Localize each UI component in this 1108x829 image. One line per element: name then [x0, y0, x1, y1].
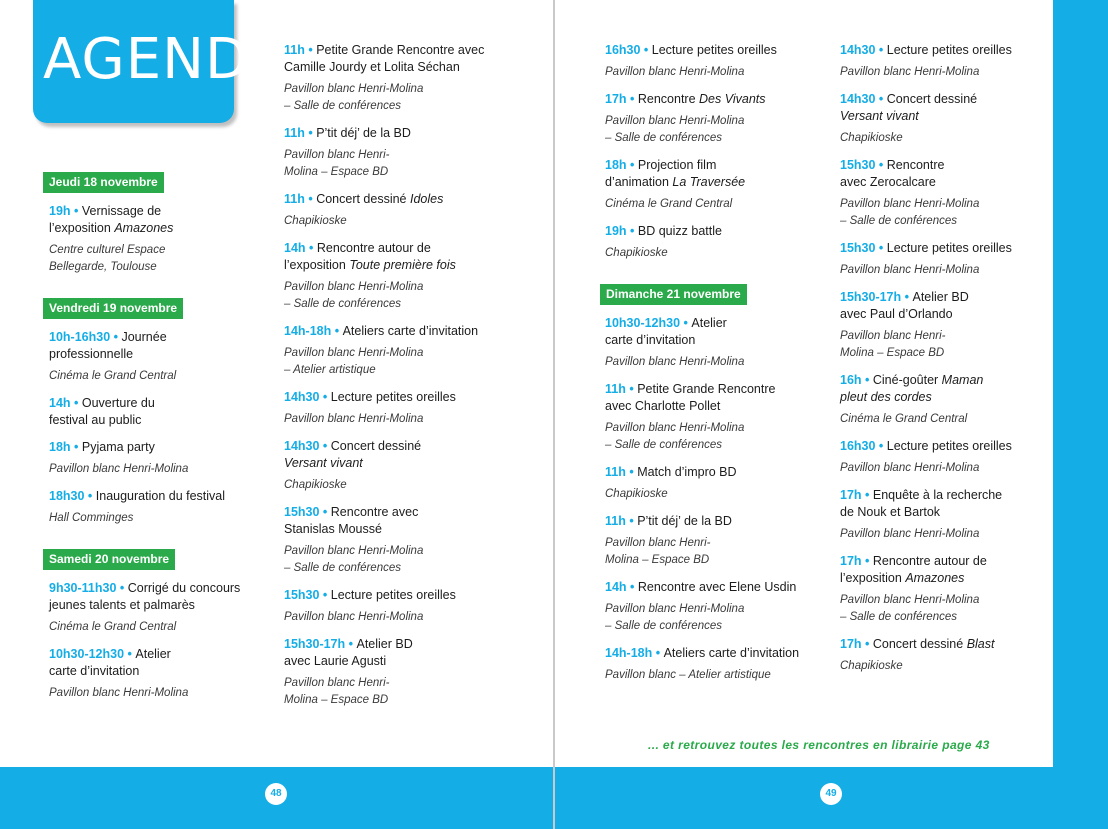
event-title-text: Atelier BD avec Paul d’Orlando — [840, 290, 969, 321]
event-location: Pavillon blanc Henri-Molina – Salle de conférences — [284, 281, 424, 310]
event-time: 19h — [49, 204, 71, 218]
day-spacer — [600, 272, 825, 284]
event-location: Pavillon blanc Henri- Molina – Espace BD — [284, 149, 390, 178]
event-title-text: Ateliers carte d’invitation — [663, 646, 800, 660]
event-title-text: Atelier carte d’invitation — [605, 316, 727, 347]
event-location: Chapikioske — [284, 479, 347, 491]
agenda-event — [49, 203, 253, 276]
event-time: 15h30 — [840, 241, 876, 255]
event-time: 15h30 — [284, 505, 320, 519]
bullet-icon: • — [625, 465, 638, 479]
event-title-text: Inauguration du festival — [95, 489, 226, 503]
event-location: Chapikioske — [605, 488, 668, 500]
agenda-event — [284, 240, 524, 313]
bullet-icon: • — [331, 324, 343, 338]
event-location: Pavillon blanc Henri-Molina — [49, 687, 189, 699]
event-time: 14h-18h — [284, 324, 332, 338]
event-title-text: Petite Grande Rencontre avec Charlotte Pollet — [605, 382, 776, 413]
agenda-event — [284, 587, 524, 626]
agenda-event — [284, 636, 524, 709]
day-header: Vendredi 19 novembre — [43, 298, 183, 319]
event-title — [840, 289, 1040, 323]
event-title-text: Rencontre avec Zerocalcare — [840, 158, 945, 189]
day-header-row — [43, 298, 253, 329]
event-location: Chapikioske — [284, 215, 347, 227]
event-title — [284, 191, 524, 208]
event-time: 11h — [605, 514, 626, 528]
bullet-icon: • — [84, 489, 96, 503]
event-title-text: Lecture petites oreilles — [886, 43, 1012, 57]
bullet-icon: • — [626, 92, 638, 106]
event-title-text: Petite Grande Rencontre avec Camille Jourdy et Lolita Séchan — [284, 43, 485, 74]
event-title-text: Atelier carte d’invitation — [49, 647, 171, 678]
event-location: Chapikioske — [605, 247, 668, 259]
event-title — [49, 646, 253, 680]
event-title-text: Lecture petites oreilles — [886, 439, 1012, 453]
bullet-icon: • — [861, 488, 873, 502]
event-title — [840, 372, 1040, 406]
footer-note: ... et retrouvez toutes les rencontres en librairie page 43 — [648, 738, 990, 752]
event-title — [284, 125, 524, 142]
event-location: Pavillon blanc Henri-Molina — [840, 462, 980, 474]
page-number-left: 48 — [265, 783, 287, 805]
event-title — [49, 580, 253, 614]
event-time: 17h — [605, 92, 627, 106]
event-time: 18h — [49, 440, 71, 454]
event-title-text: Corrigé du concours jeunes talents et palmarès — [49, 581, 241, 612]
event-time: 11h — [284, 126, 305, 140]
event-location: Pavillon blanc Henri-Molina – Salle de conférences — [605, 115, 745, 144]
event-location: Pavillon blanc Henri-Molina — [284, 611, 424, 623]
bullet-icon: • — [124, 647, 136, 661]
event-title-text: Concert dessiné Idoles — [316, 192, 444, 206]
agenda-event — [284, 389, 524, 428]
event-title-text: BD quizz battle — [637, 224, 722, 238]
bullet-icon: • — [875, 158, 887, 172]
event-time: 18h30 — [49, 489, 85, 503]
event-title-text: Lecture petites oreilles — [330, 390, 456, 404]
event-location: Pavillon blanc Henri- Molina – Espace BD — [840, 330, 946, 359]
event-location: Pavillon blanc – Atelier artistique — [605, 669, 771, 681]
event-location: Chapikioske — [840, 132, 903, 144]
event-title-text: P’tit déj’ de la BD — [316, 126, 411, 140]
event-time: 9h30-11h30 — [49, 581, 117, 595]
event-time: 14h30 — [840, 92, 876, 106]
event-title — [840, 553, 1040, 587]
event-title — [840, 487, 1040, 521]
event-time: 14h30 — [284, 390, 320, 404]
event-time: 14h-18h — [605, 646, 653, 660]
event-time: 16h — [840, 373, 862, 387]
event-title — [605, 464, 825, 481]
event-location: Pavillon blanc Henri-Molina – Salle de conférences — [284, 545, 424, 574]
day-spacer — [43, 537, 253, 549]
event-time: 11h — [605, 382, 626, 396]
event-location: Pavillon blanc Henri-Molina – Salle de conférences — [284, 83, 424, 112]
bullet-icon: • — [861, 637, 873, 651]
event-title-text: Match d’impro BD — [637, 465, 737, 479]
event-title — [284, 636, 524, 670]
event-title — [605, 513, 825, 530]
agenda-event — [605, 513, 825, 569]
agenda-event — [840, 42, 1040, 81]
event-time: 15h30-17h — [284, 637, 346, 651]
event-time: 17h — [840, 554, 862, 568]
bullet-icon: • — [304, 192, 317, 206]
event-title-text: Ciné-goûter Maman pleut des cordes — [840, 373, 984, 404]
agenda-column-2 — [284, 42, 524, 719]
event-location: Hall Comminges — [49, 512, 134, 524]
event-location: Pavillon blanc Henri-Molina – Salle de conférences — [840, 198, 980, 227]
bullet-icon: • — [70, 396, 82, 410]
event-title — [284, 389, 524, 406]
agenda-event — [284, 323, 524, 379]
bullet-icon: • — [116, 581, 128, 595]
event-time: 16h30 — [840, 439, 876, 453]
bullet-icon: • — [875, 43, 887, 57]
bullet-icon: • — [319, 588, 331, 602]
page-title: AGENDA — [43, 27, 288, 92]
agenda-column-4 — [840, 42, 1040, 685]
bullet-icon: • — [875, 92, 887, 106]
bullet-icon: • — [319, 439, 331, 453]
event-title-text: Pyjama party — [81, 440, 155, 454]
agenda-event — [840, 636, 1040, 675]
event-title-text: Atelier BD avec Laurie Agusti — [284, 637, 413, 668]
bullet-icon: • — [652, 646, 664, 660]
event-location: Cinéma le Grand Central — [840, 413, 968, 425]
bullet-icon: • — [861, 373, 873, 387]
day-header-row — [43, 172, 253, 203]
event-title-text: Rencontre avec Stanislas Moussé — [284, 505, 419, 536]
event-title — [49, 395, 253, 429]
event-location: Pavillon blanc Henri-Molina — [284, 413, 424, 425]
event-title — [284, 323, 524, 340]
agenda-event — [284, 191, 524, 230]
event-title — [840, 42, 1040, 59]
event-title — [284, 438, 524, 472]
event-title — [840, 438, 1040, 455]
event-time: 15h30-17h — [840, 290, 902, 304]
event-time: 11h — [284, 43, 305, 57]
event-title-text: Journée professionnelle — [49, 330, 167, 361]
event-location: Pavillon blanc Henri-Molina — [605, 66, 745, 78]
bullet-icon: • — [875, 439, 887, 453]
agenda-event — [49, 488, 253, 527]
event-title-text: Vernissage de l’exposition Amazones — [49, 204, 174, 235]
event-title — [284, 587, 524, 604]
event-title-text: P’tit déj’ de la BD — [637, 514, 732, 528]
agenda-event — [605, 223, 825, 262]
agenda-event — [284, 504, 524, 577]
bullet-icon: • — [640, 43, 652, 57]
bullet-icon: • — [901, 290, 913, 304]
bullet-icon: • — [304, 43, 317, 57]
agenda-event — [49, 580, 253, 636]
event-title-text: Concert dessiné Blast — [872, 637, 995, 651]
agenda-event — [49, 395, 253, 429]
bullet-icon: • — [70, 204, 82, 218]
event-title — [605, 315, 825, 349]
bullet-icon: • — [875, 241, 887, 255]
bullet-icon: • — [626, 580, 638, 594]
event-location: Pavillon blanc Henri-Molina – Atelier artistique — [284, 347, 424, 376]
event-time: 17h — [840, 488, 862, 502]
event-location: Cinéma le Grand Central — [605, 198, 733, 210]
event-title-text: Ateliers carte d’invitation — [342, 324, 479, 338]
event-title — [605, 223, 825, 240]
event-location: Pavillon blanc Henri-Molina — [840, 264, 980, 276]
agenda-event — [840, 487, 1040, 543]
day-header: Samedi 20 novembre — [43, 549, 175, 570]
event-time: 11h — [605, 465, 626, 479]
agenda-event — [605, 42, 825, 81]
bullet-icon: • — [680, 316, 692, 330]
event-location: Centre culturel Espace Bellegarde, Toulouse — [49, 244, 166, 273]
event-title-text: Enquête à la recherche de Nouk et Bartok — [840, 488, 1003, 519]
bullet-icon: • — [70, 440, 82, 454]
agenda-column-3 — [600, 42, 825, 694]
agenda-event — [49, 646, 253, 702]
event-title — [49, 203, 253, 237]
bullet-icon: • — [861, 554, 873, 568]
agenda-event — [284, 125, 524, 181]
event-title-text: Rencontre avec Elene Usdin — [637, 580, 797, 594]
bullet-icon: • — [625, 514, 638, 528]
agenda-column-1 — [43, 172, 253, 712]
agenda-event — [840, 553, 1040, 626]
agenda-event — [840, 372, 1040, 428]
event-location: Chapikioske — [840, 660, 903, 672]
event-title-text: Ouverture du festival au public — [49, 396, 155, 427]
left-page — [0, 0, 553, 829]
event-title — [605, 157, 825, 191]
day-header: Dimanche 21 novembre — [600, 284, 747, 305]
event-time: 10h30-12h30 — [49, 647, 125, 661]
event-time: 19h — [605, 224, 627, 238]
event-title — [840, 240, 1040, 257]
bullet-icon: • — [345, 637, 357, 651]
event-title-text: Lecture petites oreilles — [886, 241, 1012, 255]
event-time: 18h — [605, 158, 627, 172]
bullet-icon: • — [110, 330, 122, 344]
event-time: 14h30 — [840, 43, 876, 57]
event-location: Pavillon blanc Henri-Molina — [840, 528, 980, 540]
agenda-title-box — [33, 0, 288, 123]
event-location: Cinéma le Grand Central — [49, 621, 177, 633]
event-time: 15h30 — [840, 158, 876, 172]
event-title — [840, 91, 1040, 125]
day-header-row — [600, 284, 825, 315]
event-title-text: Lecture petites oreilles — [651, 43, 777, 57]
event-title — [840, 636, 1040, 653]
bullet-icon: • — [319, 505, 331, 519]
event-title-text: Concert dessiné Versant vivant — [840, 92, 978, 123]
event-time: 14h30 — [284, 439, 320, 453]
agenda-event — [840, 438, 1040, 477]
agenda-event — [284, 438, 524, 494]
event-location: Cinéma le Grand Central — [49, 370, 177, 382]
event-time: 14h — [49, 396, 71, 410]
event-title — [284, 240, 524, 274]
agenda-event — [840, 240, 1040, 279]
bullet-icon: • — [304, 126, 317, 140]
event-time: 14h — [284, 241, 306, 255]
bullet-icon: • — [305, 241, 317, 255]
day-header-row — [43, 549, 253, 580]
event-title — [605, 42, 825, 59]
page-number-right: 49 — [820, 783, 842, 805]
event-time: 10h30-12h30 — [605, 316, 681, 330]
event-title — [840, 157, 1040, 191]
event-title-text: Rencontre Des Vivants — [637, 92, 766, 106]
event-title-text: Rencontre autour de l’exposition Amazones — [840, 554, 987, 585]
day-header: Jeudi 18 novembre — [43, 172, 164, 193]
agenda-event — [605, 579, 825, 635]
event-location: Pavillon blanc Henri-Molina – Salle de conférences — [605, 422, 745, 451]
event-location: Pavillon blanc Henri- Molina – Espace BD — [284, 677, 390, 706]
agenda-event — [605, 381, 825, 454]
event-title-text: Concert dessiné Versant vivant — [284, 439, 422, 470]
event-location: Pavillon blanc Henri-Molina – Salle de conférences — [840, 594, 980, 623]
event-location: Pavillon blanc Henri-Molina — [605, 356, 745, 368]
agenda-event — [49, 329, 253, 385]
agenda-event — [840, 289, 1040, 362]
agenda-event — [605, 91, 825, 147]
event-title — [605, 579, 825, 596]
event-time: 14h — [605, 580, 627, 594]
agenda-event — [605, 315, 825, 371]
event-time: 15h30 — [284, 588, 320, 602]
event-title-text: Rencontre autour de l’exposition Toute première fois — [284, 241, 456, 272]
event-time: 10h-16h30 — [49, 330, 111, 344]
event-location: Pavillon blanc Henri-Molina — [49, 463, 189, 475]
event-location: Pavillon blanc Henri-Molina — [840, 66, 980, 78]
event-time: 16h30 — [605, 43, 641, 57]
event-title — [605, 91, 825, 108]
event-title — [49, 439, 253, 456]
agenda-event — [840, 91, 1040, 147]
event-title — [284, 42, 524, 76]
bullet-icon: • — [319, 390, 331, 404]
agenda-event — [605, 645, 825, 684]
bullet-icon: • — [626, 158, 638, 172]
event-title-text: Lecture petites oreilles — [330, 588, 456, 602]
right-side-band — [1053, 0, 1108, 829]
agenda-event — [284, 42, 524, 115]
event-title — [605, 645, 825, 662]
event-title — [605, 381, 825, 415]
agenda-event — [605, 157, 825, 213]
bullet-icon: • — [626, 224, 638, 238]
bullet-icon: • — [625, 382, 638, 396]
agenda-event — [49, 439, 253, 478]
event-location: Pavillon blanc Henri-Molina – Salle de conférences — [605, 603, 745, 632]
event-title — [49, 488, 253, 505]
event-time: 17h — [840, 637, 862, 651]
event-location: Pavillon blanc Henri- Molina – Espace BD — [605, 537, 711, 566]
event-title-text: Projection film d’animation La Traversée — [605, 158, 746, 189]
event-time: 11h — [284, 192, 305, 206]
day-spacer — [43, 286, 253, 298]
event-title — [49, 329, 253, 363]
event-title — [284, 504, 524, 538]
agenda-event — [840, 157, 1040, 230]
agenda-event — [605, 464, 825, 503]
